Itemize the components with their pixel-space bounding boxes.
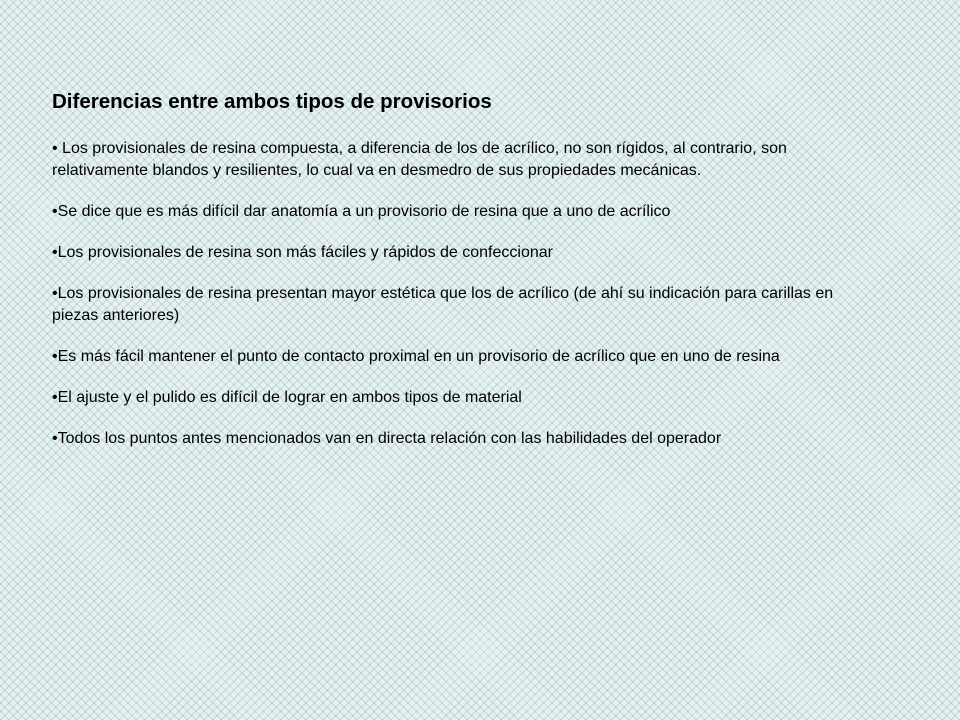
slide-content: [52, 88, 852, 469]
bullet-item: • Los provisionales de resina compuesta, a diferencia de los de acrílico, no son rígidos, al contrario, son relativamente blandos y resilientes, lo cual va en desmedro de sus propiedades mecánicas.: [52, 140, 787, 179]
bullet-item: •Todos los puntos antes mencionados van en directa relación con las habilidades del operador: [52, 430, 722, 447]
bullet-item: •El ajuste y el pulido es difícil de lograr en ambos tipos de material: [52, 389, 522, 406]
bullet-item: •Se dice que es más difícil dar anatomía a un provisorio de resina que a uno de acrílico: [52, 203, 671, 220]
bullet-item: •Es más fácil mantener el punto de contacto proximal en un provisorio de acrílico que en uno de resina: [52, 348, 780, 365]
bullet-item: •Los provisionales de resina son más fáciles y rápidos de confeccionar: [52, 244, 553, 261]
bullet-list: [52, 138, 852, 450]
bullet-item: •Los provisionales de resina presentan mayor estética que los de acrílico (de ahí su indicación para carillas en piezas anteriores): [52, 285, 834, 324]
slide-title: Diferencias entre ambos tipos de provisorios: [52, 90, 492, 113]
